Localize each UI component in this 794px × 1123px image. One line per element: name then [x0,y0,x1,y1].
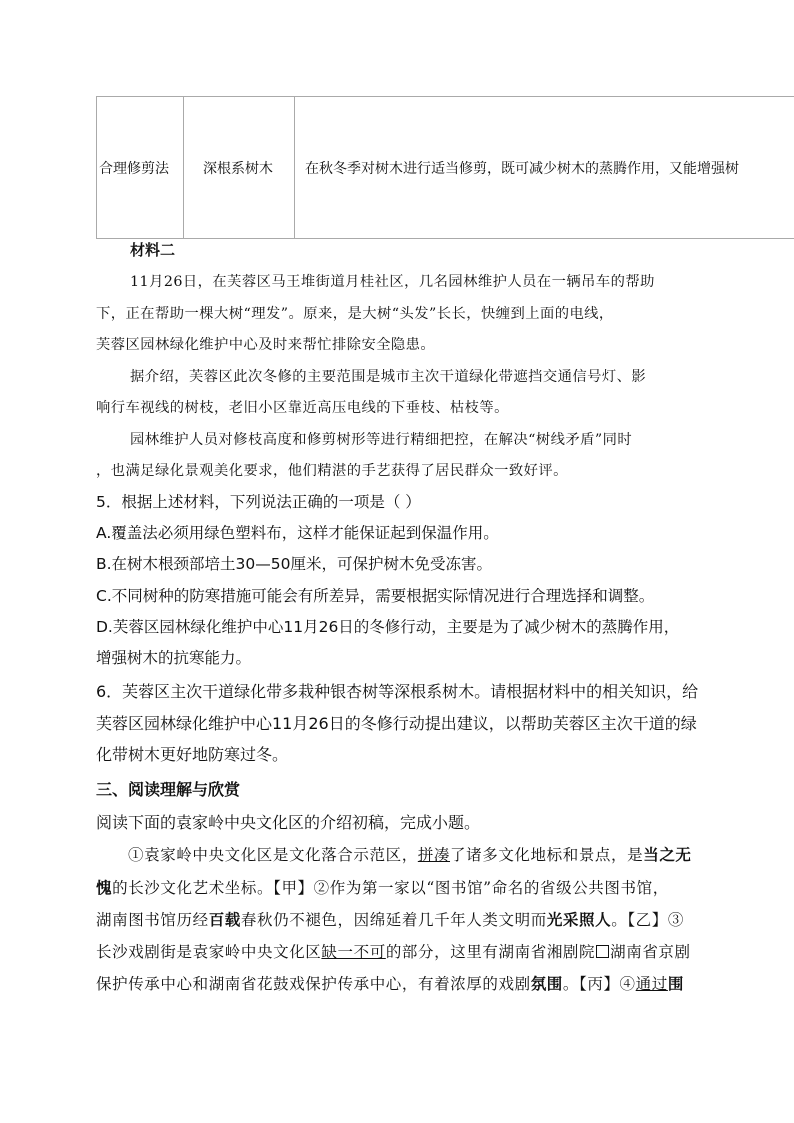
excerpt-text: 长沙戏剧街是袁家岭中央文化区 [96,943,322,961]
table-cell-method: 合理修剪法 [97,97,184,238]
section3-intro: 阅读下面的袁家岭中央文化区的介绍初稿，完成小题。 [96,813,481,832]
bold-phrase: 愧 [96,878,113,897]
bold-phrase: 当之无 [643,845,692,864]
method-table [96,96,794,239]
q5-option-d-line1: D.芙蓉区园林绿化维护中心11月26日的冬修行动，主要是为了减少树木的蒸腾作用， [96,618,680,636]
section3-title: 三、阅读理解与欣赏 [96,780,241,799]
underlined-phrase: 拼凑 [417,846,451,864]
excerpt-text: ①袁家岭中央文化区是文化落合示范区， [128,846,418,864]
excerpt-line5 [96,972,684,994]
underlined-phrase: 缺一不可 [321,943,386,961]
underlined-phrase: 通过 [635,975,668,993]
q6-line2: 芙蓉区园林绿化维护中心11月26日的冬修行动提出建议，以帮助芙蓉区主次干道的绿 [96,714,697,733]
q6-line3: 化带树木更好地防寒过冬。 [96,745,289,764]
bold-phrase: 围 [667,974,684,993]
material2-p2-line2: 响行车视线的树枝，老旧小区靠近高压电线的下垂枝、枯枝等。 [96,400,509,416]
excerpt-text: 湖南图书馆历经 [96,911,209,929]
excerpt-text: 保护传承中心和湖南省花鼓戏保护传承中心，有着浓厚的戏剧 [96,975,531,993]
material2-p1-line3: 芙蓉区园林绿化维护中心及时来帮忙排除安全隐患。 [96,337,436,353]
q6-line1: 6．芙蓉区主次干道绿化带多栽种银杏树等深根系树木。请根据材料中的相关知识，给 [96,682,699,701]
q5-option-b: B.在树木根颈部培土30—50厘米，可保护树木免受冻害。 [96,555,493,573]
excerpt-text: 湖南省京剧 [610,943,691,961]
material2-p3-line1: 园林维护人员对修枝高度和修剪树形等进行精细把控，在解决“树线矛盾”同时 [130,432,633,448]
bold-phrase: 氛围 [530,974,563,993]
q5-stem: 5．根据上述材料，下列说法正确的一项是（ ） [96,493,421,511]
excerpt-text: 春秋仍不褪色，因绵延着几千年人类文明而 [240,911,547,929]
bold-phrase: 光采照人 [546,910,612,929]
q5-option-c: C.不同树种的防寒措施可能会有所差异，需要根据实际情况进行合理选择和调整。 [96,587,655,605]
material2-heading: 材料二 [130,241,176,259]
excerpt-line2 [96,876,669,898]
excerpt-text: 的部分，这里有湖南省湘剧院 [385,943,596,961]
bold-phrase: 百载 [208,910,241,929]
excerpt-line3 [96,908,684,930]
excerpt-line1 [128,843,692,865]
material2-p1-line2: 下，正在帮助一棵大树“理发”。原来，是大树“头发”长长，快缠到上面的电线， [96,306,614,322]
q5-option-d-line2: 增强树木的抗寒能力。 [96,649,252,667]
excerpt-text: 。【乙】③ [611,911,684,929]
excerpt-text: 了诸多文化地标和景点，是 [450,846,644,864]
excerpt-text: 。【丙】④ [562,975,636,993]
blank-box-icon [596,945,609,958]
q5-option-a: A.覆盖法必须用绿色塑料布，这样才能保证起到保温作用。 [96,524,499,542]
material2-p1-line1: 11月26日，在芙蓉区马王堆街道月桂社区，几名园林维护人员在一辆吊车的帮助 [130,274,655,290]
material2-p3-line2: ，也满足绿化景观美化要求，他们精湛的手艺获得了居民群众一致好评。 [96,463,568,479]
excerpt-text: 的长沙文化艺术坐标。【甲】②作为第一家以“图书馆”命名的省级公共图书馆， [112,879,669,897]
excerpt-line4 [96,940,691,962]
table-cell-description: 在秋冬季对树木进行适当修剪，既可减少树木的蒸腾作用，又能增强树 [305,160,739,177]
material2-p2-line1: 据介绍，芙蓉区此次冬修的主要范围是城市主次干道绿化带遮挡交通信号灯、影 [130,369,647,385]
table-cell-tree-type: 深根系树木 [182,97,295,238]
